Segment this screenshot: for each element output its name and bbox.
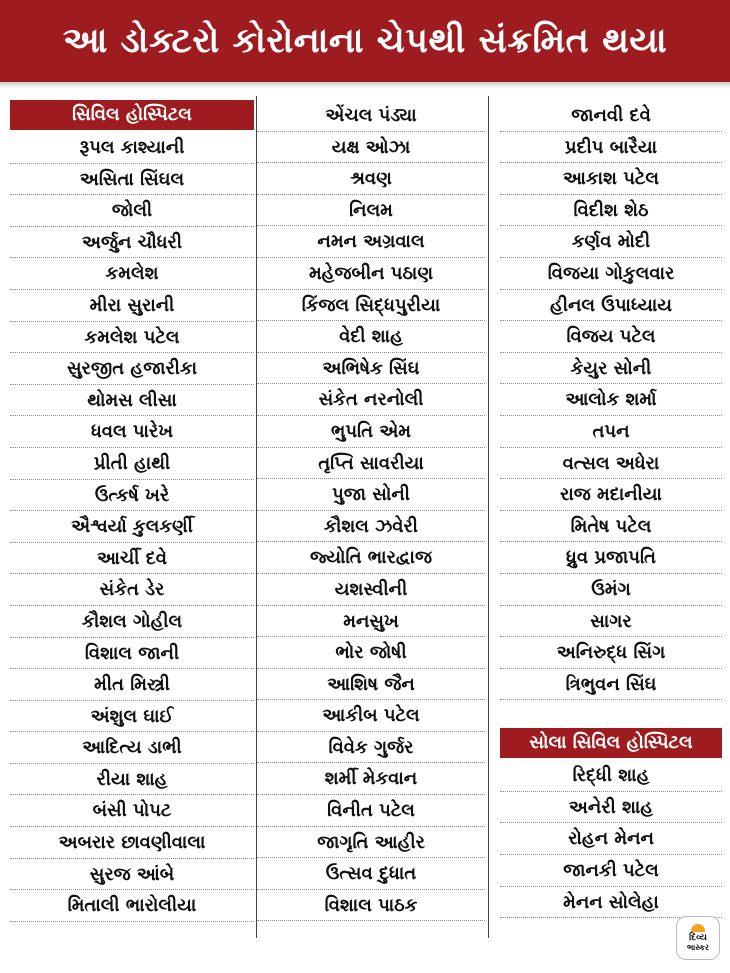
doctor-name-row: રીયા શાહ <box>10 764 254 796</box>
doctor-name-row: મીરા સુરાની <box>10 290 254 322</box>
column-civil-hospital-continued-2 <box>500 100 722 918</box>
column-civil-hospital <box>10 100 254 922</box>
divya-bhaskar-logo <box>676 916 720 960</box>
doctor-name-row: પ્રદીપ બારૈયા <box>500 132 722 164</box>
doctor-name-row: ભુપતિ એમ <box>257 416 485 448</box>
doctor-name-row: અનેરી શાહ <box>500 792 722 824</box>
doctor-name-row: ઉમંગ <box>500 574 722 606</box>
doctor-name-row: વિશાલ જાની <box>10 638 254 670</box>
doctor-name-row: સુરજ આંબે <box>10 859 254 891</box>
doctor-name-row: વિશાલ પાઠક <box>257 890 485 922</box>
doctor-name-row: રૂપલ કાશ્યાની <box>10 132 254 164</box>
doctor-name-row: યક્ષ ઓઝા <box>257 132 485 164</box>
doctor-name-row: વિવેક ગુર્જર <box>257 732 485 764</box>
doctor-name-row: હીનલ ઉપાધ્યાય <box>500 290 722 322</box>
doctor-name-row: જ્યોતિ ભારદ્વાજ <box>257 542 485 574</box>
doctor-name-row: ઉત્કર્ષ ખરે <box>10 480 254 512</box>
doctor-name-row: નમન અગ્રવાલ <box>257 226 485 258</box>
doctor-name-row: મિતેષ પટેલ <box>500 511 722 543</box>
doctor-name-row: વિનીત પટેલ <box>257 795 485 827</box>
section-header-civil-hospital: સિવિલ હોસ્પિટલ <box>10 100 254 130</box>
doctor-name-row: તપન <box>500 416 722 448</box>
doctor-name-row: અભિષેક સિંઘ <box>257 353 485 385</box>
column-divider-2 <box>488 96 489 938</box>
doctor-name-row: કમલેશ પટેલ <box>10 322 254 354</box>
doctor-name-row: અસિતા સિંઘલ <box>10 164 254 196</box>
doctor-name-row: અર્જુન ચૌધરી <box>10 227 254 259</box>
doctor-name-row: વિજયા ગોકુલવાર <box>500 258 722 290</box>
doctor-name-row: તૃપ્તિ સાવરીયા <box>257 448 485 480</box>
doctor-name-row: સુરજીત હજારીકા <box>10 353 254 385</box>
doctor-name-row: કમલેશ <box>10 258 254 290</box>
page-title: આ ડોક્ટરો કોરોનાના ચેપથી સંક્રમિત થયા <box>62 21 668 61</box>
doctor-name-row: આકાશ પટેલ <box>500 163 722 195</box>
doctor-name-row: કર્ણવ મોદી <box>500 226 722 258</box>
doctor-name-row: નિલમ <box>257 195 485 227</box>
doctor-name-row: પ્રીતી હાથી <box>10 448 254 480</box>
doctor-name-row: ઐશ્વર્યા કુલકર્ણી <box>10 511 254 543</box>
doctor-name-row: અબરાર છાવણીવાલા <box>10 827 254 859</box>
doctor-name-row: વત્સલ અધેરા <box>500 448 722 480</box>
doctor-name-row: આલોક શર્મા <box>500 384 722 416</box>
doctor-name-row: અનિરુદ્ધ સિંગ <box>500 637 722 669</box>
column-civil-hospital-continued <box>257 100 485 921</box>
doctor-name-row: આકીબ પટેલ <box>257 700 485 732</box>
doctor-name-row: રોહન મેનન <box>500 823 722 855</box>
section-gap <box>500 700 722 728</box>
doctor-name-row: ભોર જોષી <box>257 637 485 669</box>
doctor-name-row: થોમસ લીસા <box>10 385 254 417</box>
doctor-name-row: કૌશલ ઝવેરી <box>257 511 485 543</box>
doctor-name-row: કૌશલ ગોહીલ <box>10 606 254 638</box>
title-shadow <box>0 82 730 88</box>
doctor-name-row: રિદ્ધી શાહ <box>500 760 722 792</box>
title-bar <box>0 0 730 82</box>
doctor-name-row: જોલી <box>10 195 254 227</box>
doctor-name-row: રાજ મદાનીયા <box>500 479 722 511</box>
doctor-name-row: ધ્રુવ પ્રજાપતિ <box>500 542 722 574</box>
doctor-name-row: આશિષ જૈન <box>257 669 485 701</box>
doctor-name-row: અંશુલ ઘાઈ <box>10 701 254 733</box>
doctor-name-row: મહેજબીન પઠાણ <box>257 258 485 290</box>
section-header-sola-civil-hospital: સોલા સિવિલ હોસ્પિટલ <box>500 728 722 758</box>
doctor-name-row: આદિત્ય ડાભી <box>10 732 254 764</box>
doctor-name-row: વિદીશ શેઠ <box>500 195 722 227</box>
logo-line-1: દિવ્ય <box>689 933 707 943</box>
doctor-name-row: મીત મિસ્ત્રી <box>10 669 254 701</box>
doctor-name-row: સંકેત નરનોલી <box>257 384 485 416</box>
doctor-name-row: બંસી પોપટ <box>10 795 254 827</box>
doctor-name-row: જાનવી દવે <box>500 100 722 132</box>
doctor-name-row: એંચલ પંડ્યા <box>257 100 485 132</box>
sun-logo-icon <box>691 924 705 932</box>
doctor-name-row: વિજય પટેલ <box>500 321 722 353</box>
doctor-name-row: વેદી શાહ <box>257 321 485 353</box>
doctor-name-row: ધવલ પારેખ <box>10 416 254 448</box>
doctor-name-row: પુજા સોની <box>257 479 485 511</box>
logo-line-2: ભાસ્કર <box>686 943 710 952</box>
doctor-name-row: યશસ્વીની <box>257 574 485 606</box>
doctor-name-row: મનસુખ <box>257 606 485 638</box>
doctor-name-row: ત્રિભુવન સિંઘ <box>500 669 722 701</box>
doctor-name-row: જાગૃતિ આહીર <box>257 827 485 859</box>
doctor-name-row: જાનકી પટેલ <box>500 855 722 887</box>
doctor-name-row: શ્રવણ <box>257 163 485 195</box>
doctor-name-row: સંકેત ડેર <box>10 574 254 606</box>
doctor-name-row: સાગર <box>500 606 722 638</box>
doctor-name-row: કિંજલ સિદ્ધપુરીયા <box>257 290 485 322</box>
doctor-name-row: કેયુર સોની <box>500 353 722 385</box>
doctor-name-row: શર્મી મેકવાન <box>257 763 485 795</box>
doctor-name-row: ઉત્સવ દુધાત <box>257 858 485 890</box>
doctor-name-row: મેનન સોલેહા <box>500 887 722 919</box>
doctor-name-row: આર્ચી દવે <box>10 543 254 575</box>
doctor-name-row: મિતાલી ભારોલીયા <box>10 890 254 922</box>
